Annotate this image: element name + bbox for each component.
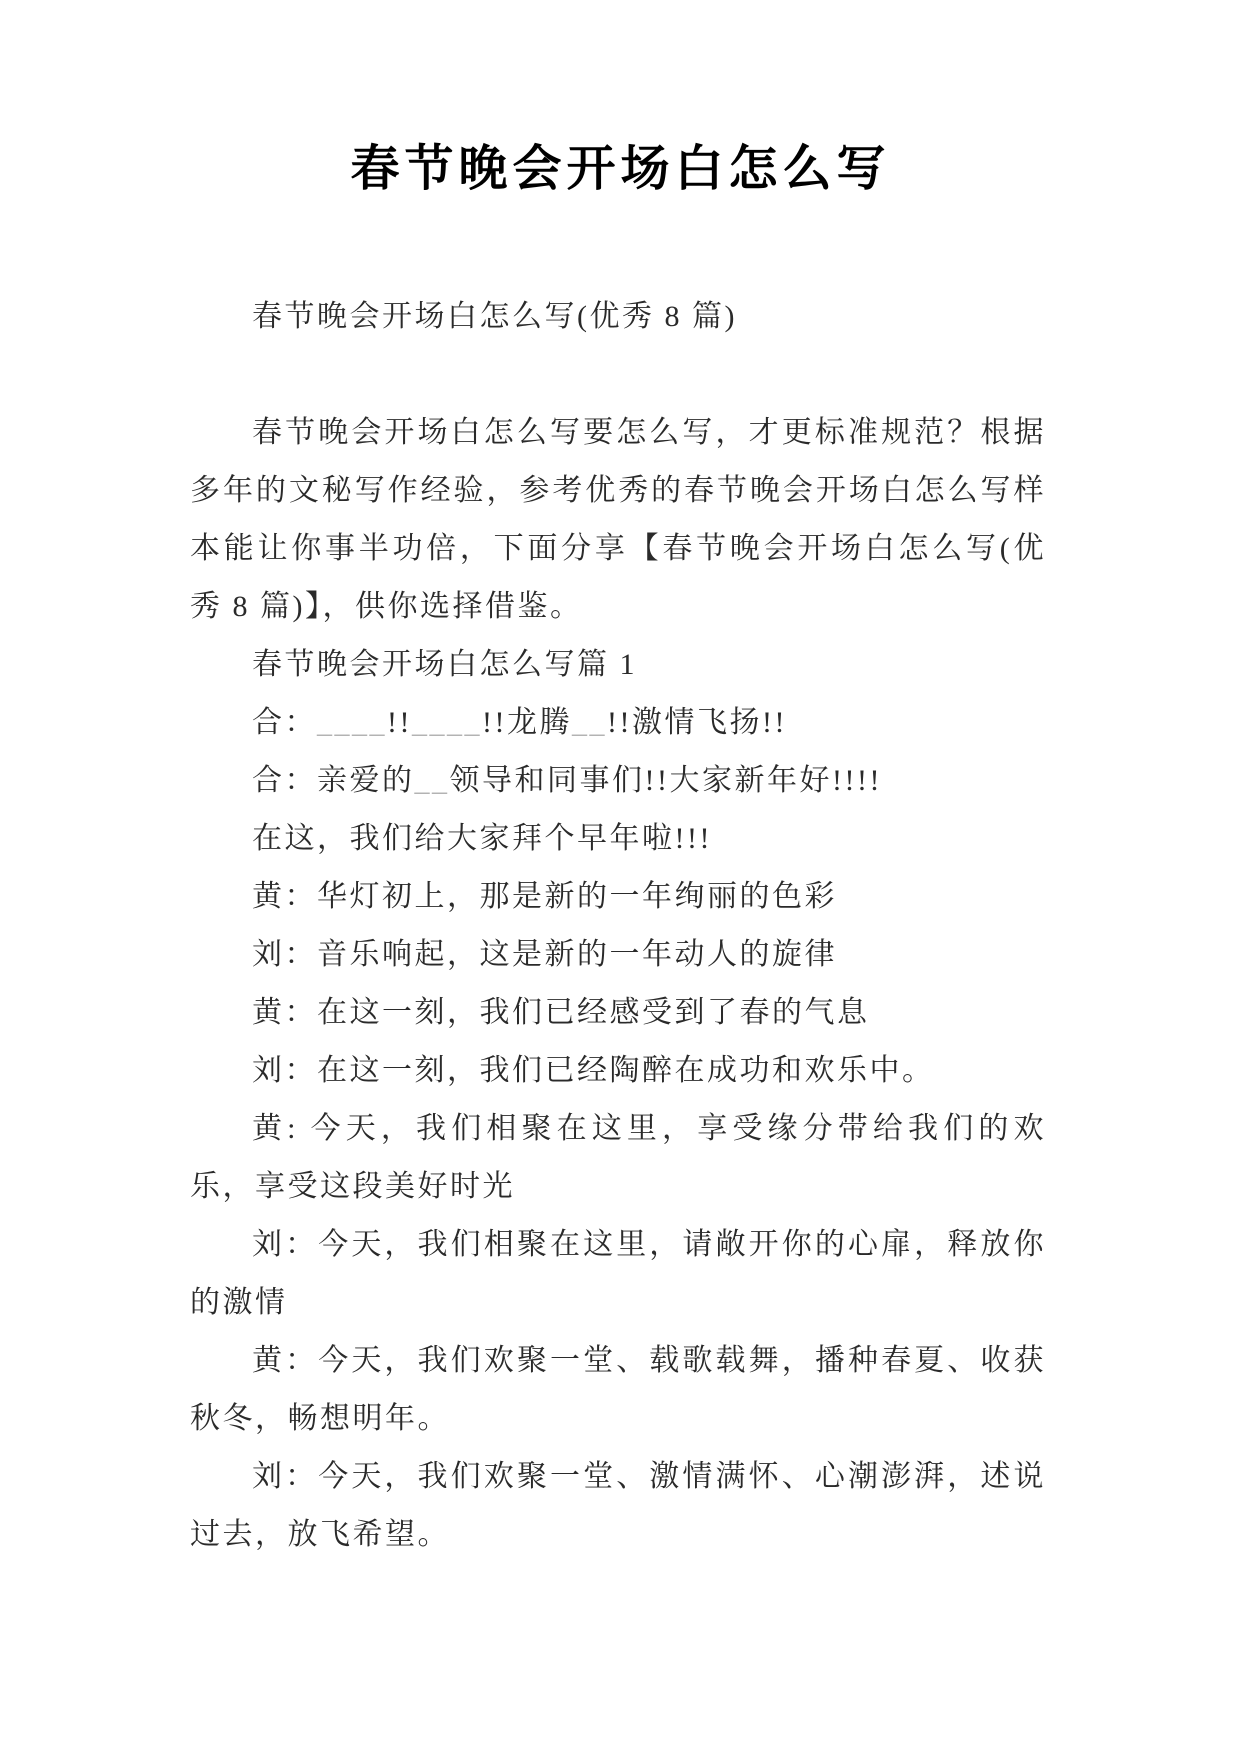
blank-underscore: __ — [414, 764, 450, 797]
text-run: 合： — [252, 706, 317, 739]
paragraph — [190, 636, 1046, 694]
text-run: !! — [387, 706, 412, 739]
text-run: 刘：音乐响起，这是新的一年动人的旋律 — [252, 938, 837, 971]
paragraph — [190, 288, 1046, 346]
text-run: 在这，我们给大家拜个早年啦!!! — [252, 822, 712, 855]
text-run: 黄：在这一刻，我们已经感受到了春的气息 — [252, 996, 870, 1029]
text-run: 合：亲爱的 — [252, 764, 415, 797]
paragraph — [190, 926, 1046, 984]
paragraph — [190, 984, 1046, 1042]
text-run: 春节晚会开场白怎么写要怎么写，才更标准规范？根据多年的文秘写作经验，参考优秀的春节晚会开场白怎么写样本能让你事半功倍，下面分享【春节晚会开场白怎么写(优秀 8 篇)】，供你选择借鉴。 — [190, 416, 1046, 623]
paragraph — [190, 1332, 1046, 1448]
text-run: !!激情飞扬!! — [606, 706, 787, 739]
paragraph — [190, 868, 1046, 926]
text-run: 刘：今天，我们欢聚一堂、激情满怀、心潮澎湃，述说过去，放飞希望。 — [190, 1460, 1046, 1551]
blank-underscore: ____ — [317, 706, 387, 739]
document-body — [190, 288, 1046, 1564]
paragraph — [190, 752, 1046, 810]
blank-underscore: ____ — [411, 706, 482, 739]
document-title: 春节晚会开场白怎么写 — [350, 141, 891, 196]
text-run: 刘：今天，我们相聚在这里，请敞开你的心扉，释放你的激情 — [190, 1228, 1046, 1319]
text-run: 黄：华灯初上，那是新的一年绚丽的色彩 — [252, 880, 837, 913]
text-run: 春节晚会开场白怎么写(优秀 8 篇) — [252, 300, 737, 333]
paragraph — [190, 1100, 1046, 1216]
paragraph — [190, 810, 1046, 868]
blank-underscore: __ — [571, 706, 607, 739]
paragraph — [190, 1042, 1046, 1100]
paragraph — [190, 1216, 1046, 1332]
text-run: !!龙腾 — [481, 706, 572, 739]
text-run: 领导和同事们!!大家新年好!!!! — [449, 764, 882, 797]
paragraph — [190, 1448, 1046, 1564]
text-run: 黄: 今天，我们相聚在这里，享受缘分带给我们的欢乐，享受这段美好时光 — [190, 1112, 1046, 1203]
text-run: 春节晚会开场白怎么写篇 1 — [252, 648, 637, 681]
paragraph — [190, 694, 1046, 752]
text-run: 黄：今天，我们欢聚一堂、载歌载舞，播种春夏、收获秋冬，畅想明年。 — [190, 1344, 1046, 1435]
text-run: 刘：在这一刻，我们已经陶醉在成功和欢乐中。 — [252, 1054, 935, 1087]
paragraph — [190, 404, 1046, 636]
